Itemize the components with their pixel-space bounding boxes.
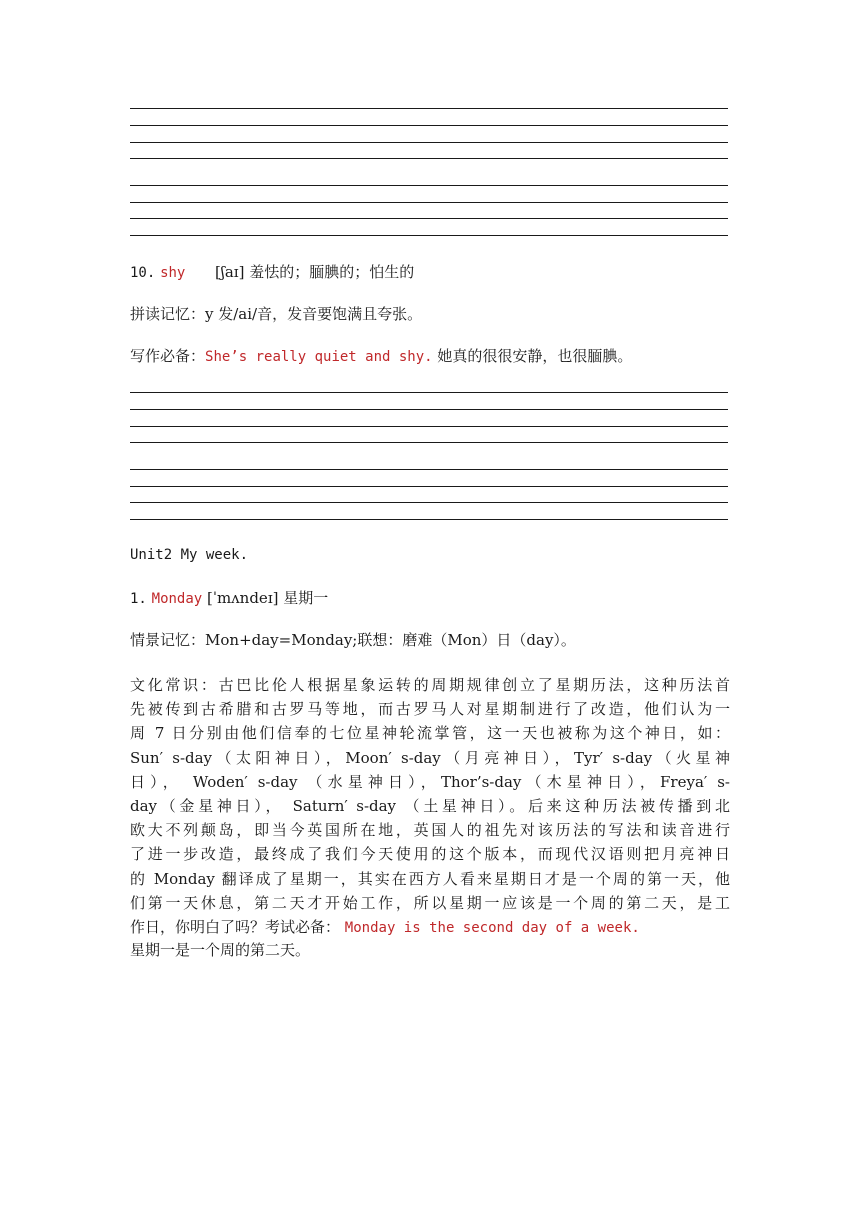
writing-line bbox=[130, 502, 728, 503]
culture-paragraph bbox=[130, 673, 730, 940]
exam-translation: 星期一是一个周的第二天。 bbox=[130, 941, 311, 959]
culture-line: 文化常识：古巴比伦人根据星象运转的周期规律创立了星期历法，这种历法首 bbox=[130, 676, 730, 694]
writing-line bbox=[130, 426, 728, 427]
culture-line: day（金星神日）， Saturn′ s-day （土星神日）。后来这种历法被传播到北 bbox=[130, 797, 730, 816]
culture-line: 了进一步改造，最终成了我们今天使用的这个版本，而现代汉语则把月亮神日 bbox=[130, 845, 730, 864]
culture-line: 日）， Woden′ s-day （水星神日），Thor’s-day（木星神日），Freya′ s- bbox=[130, 772, 730, 791]
writing-sentence: She’s really quiet and shy. bbox=[205, 349, 433, 365]
exam-sentence: Monday is the second day of a week. bbox=[344, 920, 640, 937]
writing-line bbox=[130, 442, 728, 443]
writing-line bbox=[130, 469, 728, 470]
writing-lines-middle bbox=[130, 0, 728, 520]
writing-line bbox=[130, 392, 728, 393]
culture-line: 欧大不列颠岛，即当今英国所在地，英国人的祖先对该历法的写法和读音进行 bbox=[130, 821, 730, 840]
culture-line: 们第一天休息，第二天才开始工作，所以星期一应该是一个周的第二天，是工 bbox=[130, 893, 730, 912]
writing-label: 写作必备： bbox=[130, 347, 206, 365]
entry-number: 10. bbox=[130, 265, 156, 281]
entry-phonetic: [ʃaɪ] bbox=[214, 263, 245, 281]
writing-translation: 她真的很很安静，也很腼腆。 bbox=[437, 347, 633, 365]
entry-word: shy bbox=[160, 265, 186, 281]
culture-line: 周 7 日分别由他们信奉的七位星神轮流掌管，这一天也被称为这个神日，如： bbox=[130, 724, 730, 743]
culture-line-last bbox=[130, 915, 730, 940]
culture-line: 的 Monday 翻译成了星期一，其实在西方人看来星期日才是一个周的第一天，他 bbox=[130, 869, 730, 888]
entry-number: 1. bbox=[130, 591, 147, 607]
vocab-entry-monday bbox=[130, 588, 328, 609]
entry-meaning: 羞怯的；腼腆的；怕生的 bbox=[249, 263, 415, 281]
memory-label: 情景记忆： bbox=[130, 631, 206, 649]
culture-last-text: 作日，你明白了吗？考试必备： bbox=[130, 918, 341, 937]
mnemonic-label: 拼读记忆： bbox=[130, 305, 206, 323]
mnemonic-text: y 发/ai/音，发音要饱满且夸张。 bbox=[205, 305, 423, 323]
memory-text: Mon+day=Monday;联想：磨难（Mon）日（day）。 bbox=[205, 631, 576, 649]
unit-title: Unit2 My week. bbox=[130, 547, 249, 563]
writing-line bbox=[130, 486, 728, 487]
writing-line bbox=[130, 519, 728, 520]
culture-line: Sun′ s-day（太阳神日），Moon′ s-day（月亮神日），Tyr′ s-day（火星神 bbox=[130, 748, 730, 767]
entry-phonetic: [ˈmʌndeɪ] bbox=[207, 589, 279, 607]
culture-line: 先被传到古希腊和古罗马等地，而古罗马人对星期制进行了改造，他们认为一 bbox=[130, 700, 730, 719]
entry-word: Monday bbox=[151, 591, 203, 607]
writing-line bbox=[130, 409, 728, 410]
memory-line bbox=[130, 630, 576, 650]
entry-meaning: 星期一 bbox=[283, 589, 329, 607]
